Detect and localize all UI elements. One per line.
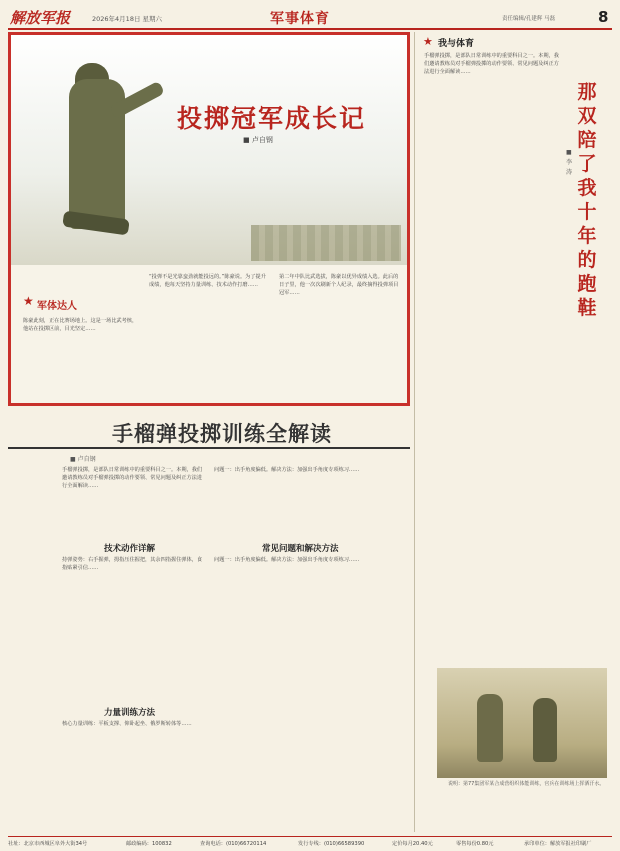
footer [8,836,612,848]
masthead [8,4,612,30]
crowd-background [251,225,401,261]
soldier-figure [477,694,503,762]
problems-text: 问题一：出手角度偏低。解决方法：加强出手角度专项练习…… [214,557,360,563]
bottom-headline: 手榴弹投掷训练全解读 [112,421,332,446]
subheading-problems: 常见问题和解决方法 [262,544,339,554]
star-icon: ★ [423,35,433,48]
column-author: ■ 李 涛 [566,149,573,176]
footer-address: 社址：北京市西城区阜外大街34号 [8,841,88,847]
feature-byline: ■ 卢自钢 [243,136,273,144]
star-icon: ★ [23,294,34,308]
subheading-technique: 技术动作详解 [104,544,156,554]
article-column-3: 第二年中队比武选拔，陈豪以优异成绩入选。此后的日子里，他一次次刷新个人纪录，最终摘得投弹项目冠军…… [279,274,399,296]
column-divider [414,32,415,832]
feature-photo [11,35,407,265]
bottom-byline: ■ 卢自钢 [70,456,96,463]
page-number: 8 [598,8,609,26]
feature-article [8,32,410,406]
strength-text: 核心力量训练：平板支撑、仰卧起坐、俄罗斯转体等…… [62,721,192,727]
photo-caption: 说明：第77集团军某合成营组织体能训练，官兵在训练场上挥洒汗水。 [448,781,605,787]
editor-credit: 责任编辑/孔建辉 马磊 [502,16,556,22]
headline-rule [8,447,410,449]
subheading-strength: 力量训练方法 [104,708,156,718]
column-body: 手榴弹投掷，是部队日常训练中的重要科目之一。本期，我们邀请教练员对手榴弹投掷的动作要领、常见问题及纠正方法进行全面解读…… [424,53,559,75]
issue-date: 2026年4月18日 星期六 [92,15,163,23]
technique-text: 持弹姿势：右手握弹，拇指压住握把，其余四指握住弹体，食指贴紧引信…… [62,557,203,571]
bottom-intro: 手榴弹投掷，是部队日常训练中的重要科目之一。本期，我们邀请教练员对手榴弹投掷的动作要领、常见问题及纠正方法进行全面解读…… [62,467,203,489]
footer-retail: 零售每份0.80元 [456,841,494,847]
feature-headline: 投掷冠军成长记 [177,104,367,133]
column-big-title: 那双陪了我十年的跑鞋 [577,81,597,319]
column-photo [437,668,607,778]
column-title: 我与体育 [438,39,475,49]
footer-distribution: 发行专线：(010)66589390 [298,841,365,847]
newspaper-logo: 解放军报 [10,9,71,27]
footer-phone: 查询电话：(010)66720114 [200,841,267,847]
article-column-2: “投弹不是光靠蛮劲就能投远的。”陈豪说。为了提升成绩，他每天坚持力量训练、技术动作打磨…… [149,274,266,288]
bottom-intro-right: 问题一：出手角度偏低。解决方法：加强出手角度专项练习…… [214,467,360,473]
section-title: 军事体育 [270,11,330,27]
soldier-figure [533,698,557,762]
footer-price: 定价每月20.40元 [392,841,433,847]
footer-printer: 承印单位：解放军报社印刷厂 [524,841,592,847]
article-column-1: 陈豪此刻，正在比赛场地上。这是一场比武考核，他站在投掷区前，目光坚定…… [23,318,138,332]
column-badge: 军体达人 [37,301,77,312]
footer-postcode: 邮政编码：100832 [126,841,172,847]
